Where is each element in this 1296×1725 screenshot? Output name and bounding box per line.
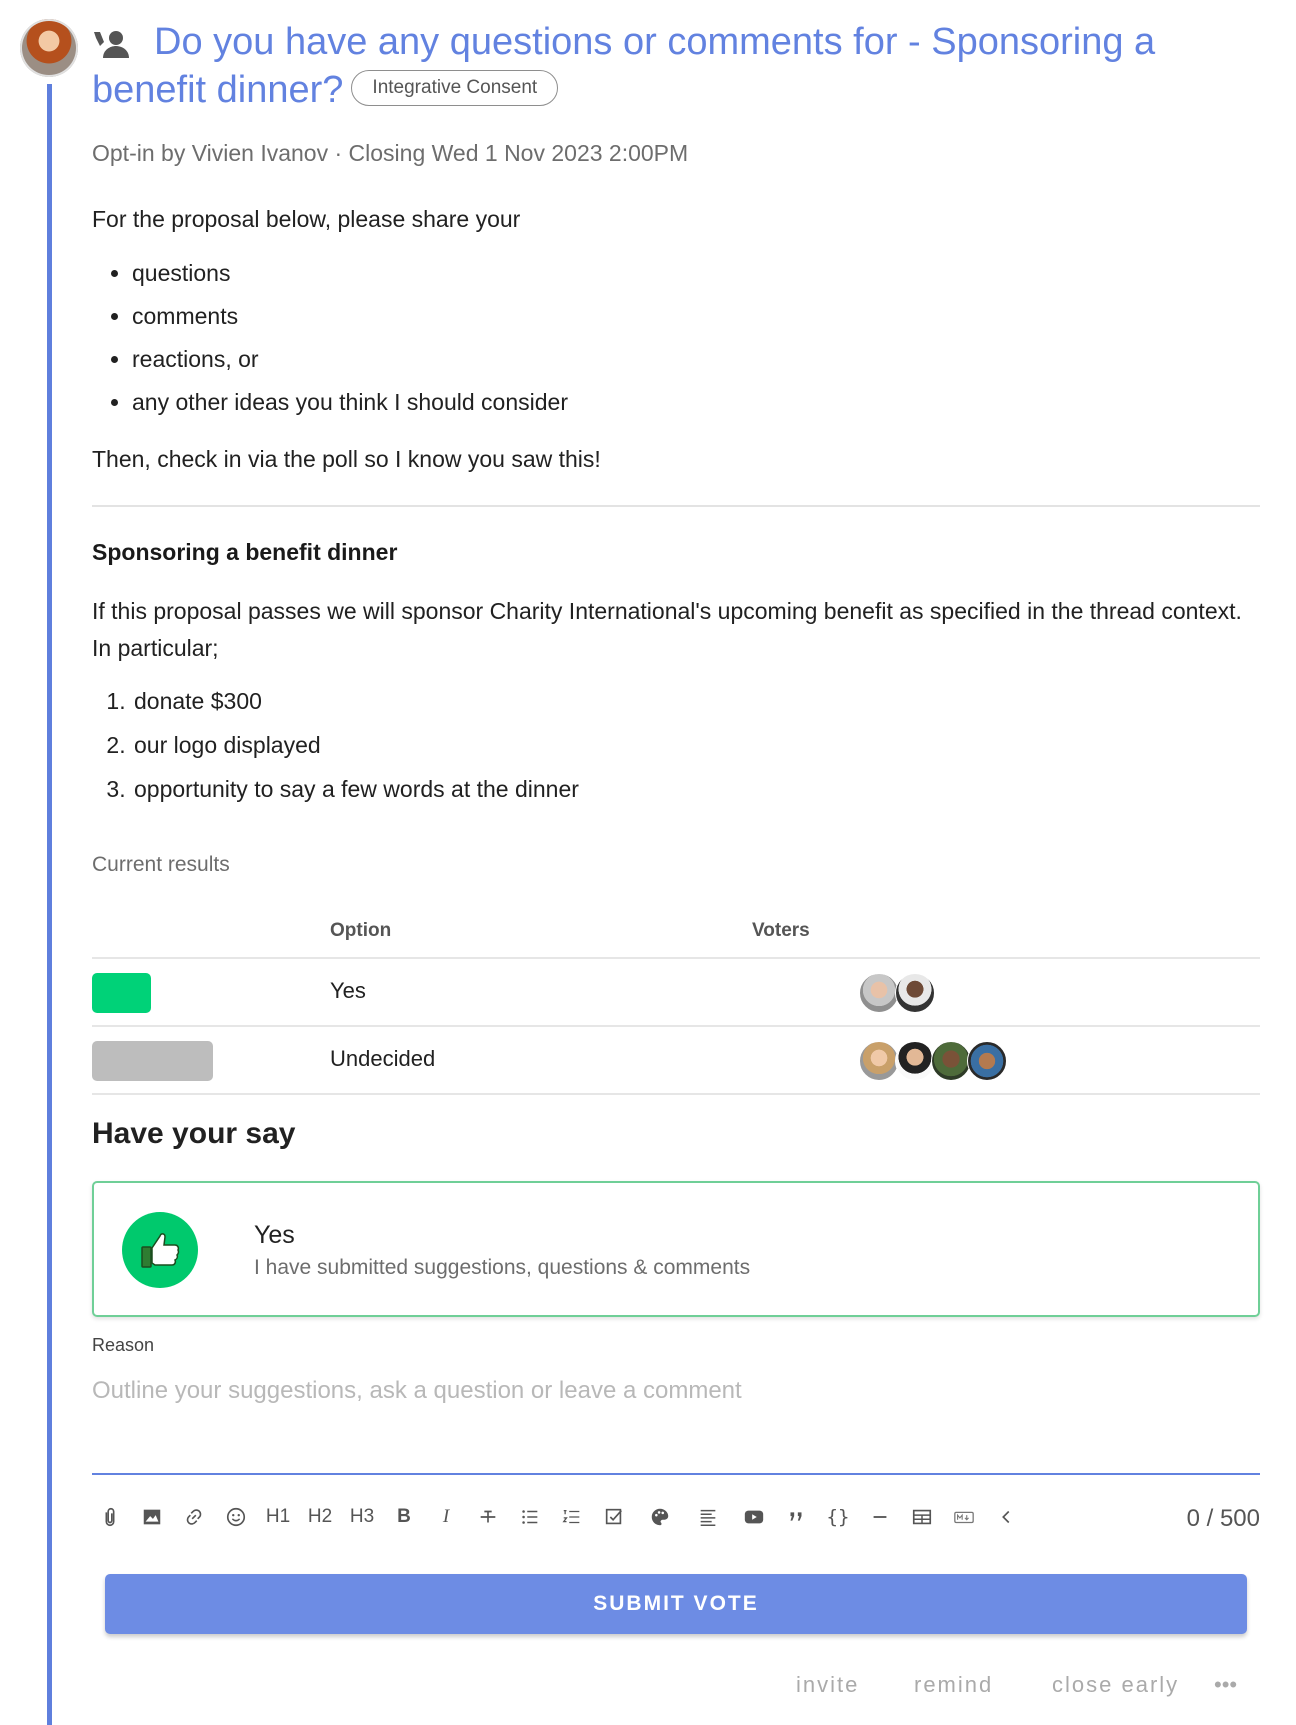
reason-label: Reason: [92, 1335, 155, 1355]
heading-1-button[interactable]: H1: [265, 1506, 291, 1527]
list-item: • comments: [132, 300, 568, 343]
result-option: Undecided: [330, 1046, 436, 1071]
strikethrough-icon[interactable]: [470, 1497, 506, 1537]
italic-button[interactable]: I: [442, 1506, 450, 1527]
column-header-voters: Voters: [752, 920, 810, 941]
column-header-option: Option: [330, 920, 392, 941]
submit-vote-button[interactable]: SUBMIT VOTE: [105, 1574, 1247, 1634]
close-early-button[interactable]: close early: [1052, 1672, 1180, 1697]
result-option: Yes: [330, 978, 366, 1003]
avatar[interactable]: [895, 973, 935, 1013]
list-item: • reactions, or: [132, 343, 568, 386]
vote-option-name: Yes: [254, 1221, 295, 1249]
proposal-description: If this proposal passes we will sponsor Charity International's upcoming benefit as specified in the thread context. In particular;: [92, 598, 1242, 661]
vote-option-yes[interactable]: [92, 1181, 1260, 1317]
details-bullet-list: [92, 257, 568, 429]
list-item: 1. donate $300: [132, 685, 579, 729]
markdown-icon[interactable]: [946, 1497, 982, 1537]
vote-option-description: I have submitted suggestions, questions & comments: [254, 1256, 751, 1279]
author-avatar[interactable]: [20, 19, 78, 77]
results-table: [92, 905, 1260, 1095]
horizontal-rule-icon[interactable]: [862, 1497, 898, 1537]
details-outro: Then, check in via the poll so I know you saw this!: [92, 446, 601, 472]
heading-2-button[interactable]: H2: [307, 1506, 333, 1527]
avatar[interactable]: [859, 1041, 899, 1081]
more-options-icon[interactable]: •••: [1214, 1672, 1238, 1697]
remind-button[interactable]: remind: [914, 1672, 994, 1697]
quote-icon[interactable]: [778, 1497, 814, 1537]
list-item: 2. our logo displayed: [132, 729, 579, 773]
emoji-icon[interactable]: [218, 1497, 254, 1537]
avatar[interactable]: [895, 1041, 935, 1081]
palette-icon[interactable]: [642, 1497, 678, 1537]
poll-meta: Opt-in by Vivien Ivanov · Closing Wed 1 Nov 2023 2:00PM: [92, 140, 689, 166]
editor-toolbar: [92, 1497, 1260, 1541]
image-icon[interactable]: [134, 1497, 170, 1537]
video-icon[interactable]: [736, 1497, 772, 1537]
reason-input[interactable]: [92, 1365, 1260, 1475]
list-item: • questions: [132, 257, 568, 300]
thread-indent-line: [47, 84, 52, 1725]
result-bar: [92, 1041, 213, 1081]
heading-3-button[interactable]: H3: [349, 1506, 375, 1527]
table-row: [92, 959, 1260, 1027]
bullet-list-icon[interactable]: [512, 1497, 548, 1537]
thumbs-up-glyph: [137, 1227, 183, 1273]
proposal-title: Sponsoring a benefit dinner: [92, 539, 398, 565]
attach-file-icon[interactable]: [92, 1497, 128, 1537]
table-icon[interactable]: [904, 1497, 940, 1537]
table-row: [92, 1027, 1260, 1095]
code-block-icon[interactable]: {}: [826, 1506, 850, 1528]
result-bar: [92, 973, 151, 1013]
character-count: 0 / 500: [1186, 1505, 1260, 1532]
bold-button[interactable]: B: [397, 1506, 411, 1527]
list-item: • any other ideas you think I should consider: [132, 386, 568, 429]
results-label: Current results: [92, 853, 230, 876]
list-item: 3. opportunity to say a few words at the dinner: [132, 773, 579, 817]
divider: [92, 505, 1260, 507]
poll-actions: [92, 1672, 1260, 1712]
results-table-header: [92, 905, 1260, 959]
chevron-left-icon[interactable]: [988, 1497, 1024, 1537]
avatar[interactable]: [931, 1041, 971, 1081]
proposal-numbered-list: [92, 685, 579, 817]
align-icon[interactable]: [690, 1497, 726, 1537]
poll-type-icon: [92, 28, 132, 62]
avatar[interactable]: [859, 973, 899, 1013]
vote-heading: Have your say: [92, 1117, 296, 1150]
numbered-list-icon[interactable]: [554, 1497, 590, 1537]
poll-type-chip[interactable]: Integrative Consent: [351, 70, 558, 106]
avatar[interactable]: [967, 1041, 1007, 1081]
poll-title[interactable]: Do you have any questions or comments for - Sponsoring a benefit dinner? Integrative Consent: [92, 21, 1156, 111]
link-icon[interactable]: [176, 1497, 212, 1537]
thumbs-up-icon: [122, 1212, 198, 1288]
invite-button[interactable]: invite: [796, 1672, 860, 1697]
details-intro: For the proposal below, please share your: [92, 206, 521, 232]
checklist-icon[interactable]: [596, 1497, 632, 1537]
